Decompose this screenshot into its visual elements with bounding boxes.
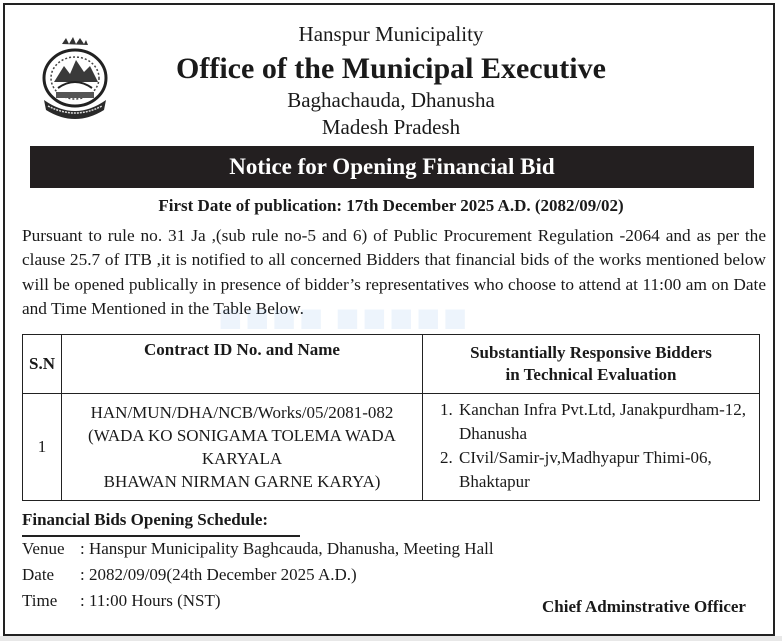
office-location: Baghachauda, Dhanusha — [287, 88, 495, 112]
venue-value: : Hanspur Municipality Baghcauda, Dhanusha, Meeting Hall — [80, 539, 494, 558]
municipality-name: Hanspur Municipality — [298, 22, 484, 46]
header-sn: S.N — [23, 335, 62, 394]
province-name: Madesh Pradesh — [321, 115, 461, 139]
time-label: Time — [22, 591, 58, 610]
bidder-item: 1. Kanchan Infra Pvt.Ltd, Janakpurdham-12, Dhanusha — [457, 398, 753, 446]
contract-line: BHAWAN NIRMAN GARNE KARYA) — [103, 472, 381, 491]
contract-line: KARYALA — [201, 449, 283, 468]
notice-title-banner: Notice for Opening Financial Bid — [30, 146, 754, 188]
schedule-time-row — [22, 591, 221, 611]
contract-line: (WADA KO SONIGAMA TOLEMA WADA — [88, 426, 396, 445]
notice-body: Pursuant to rule no. 31 Ja ,(sub rule no-5 and 6) of Public Procurement Regulation -2064 and as per the clause 25.7 of ITB ,it is notified to all concerned Bidders that financial bids of the works mentioned below will be opened publically in presence of bidder’s representatives who choose to attend at 11:00 am on Date and Time Mentioned in the Table Below. — [22, 226, 766, 319]
date-label: Date — [22, 565, 55, 584]
office-title: Office of the Municipal Executive — [176, 52, 606, 85]
header-bidders-line2: in Technical Evaluation — [505, 365, 677, 384]
header-contract: Contract ID No. and Name — [62, 335, 423, 394]
page-edge — [0, 636, 782, 641]
header-bidders — [423, 335, 760, 394]
table-row — [23, 394, 760, 501]
contract-line: HAN/MUN/DHA/NCB/Works/05/2081-082 — [90, 403, 394, 422]
signatory-title: Chief Adminstrative Officer — [542, 597, 746, 616]
watermark: ◼◼◼◼ ◼◼◼◼◼ — [218, 301, 470, 334]
schedule-venue-row — [22, 539, 494, 559]
table-header-row — [23, 335, 760, 394]
row-bidders — [423, 394, 760, 501]
schedule-date-row — [22, 565, 357, 585]
row-sn: 1 — [23, 394, 62, 501]
schedule-title-underline — [22, 535, 300, 537]
bidders-list — [433, 398, 753, 494]
publication-date: First Date of publication: 17th December 2025 A.D. (2082/09/02) — [158, 196, 624, 215]
time-value: : 11:00 Hours (NST) — [80, 591, 221, 610]
venue-label: Venue — [22, 539, 65, 558]
header-bidders-line1: Substantially Responsive Bidders — [470, 343, 712, 362]
date-value: : 2082/09/09(24th December 2025 A.D.) — [80, 565, 357, 584]
schedule-title: Financial Bids Opening Schedule: — [22, 510, 269, 529]
row-contract — [62, 394, 423, 501]
bids-table — [22, 334, 760, 501]
bidder-item: 2. CIvil/Samir-jv,Madhyapur Thimi-06, Bhaktapur — [457, 446, 753, 494]
